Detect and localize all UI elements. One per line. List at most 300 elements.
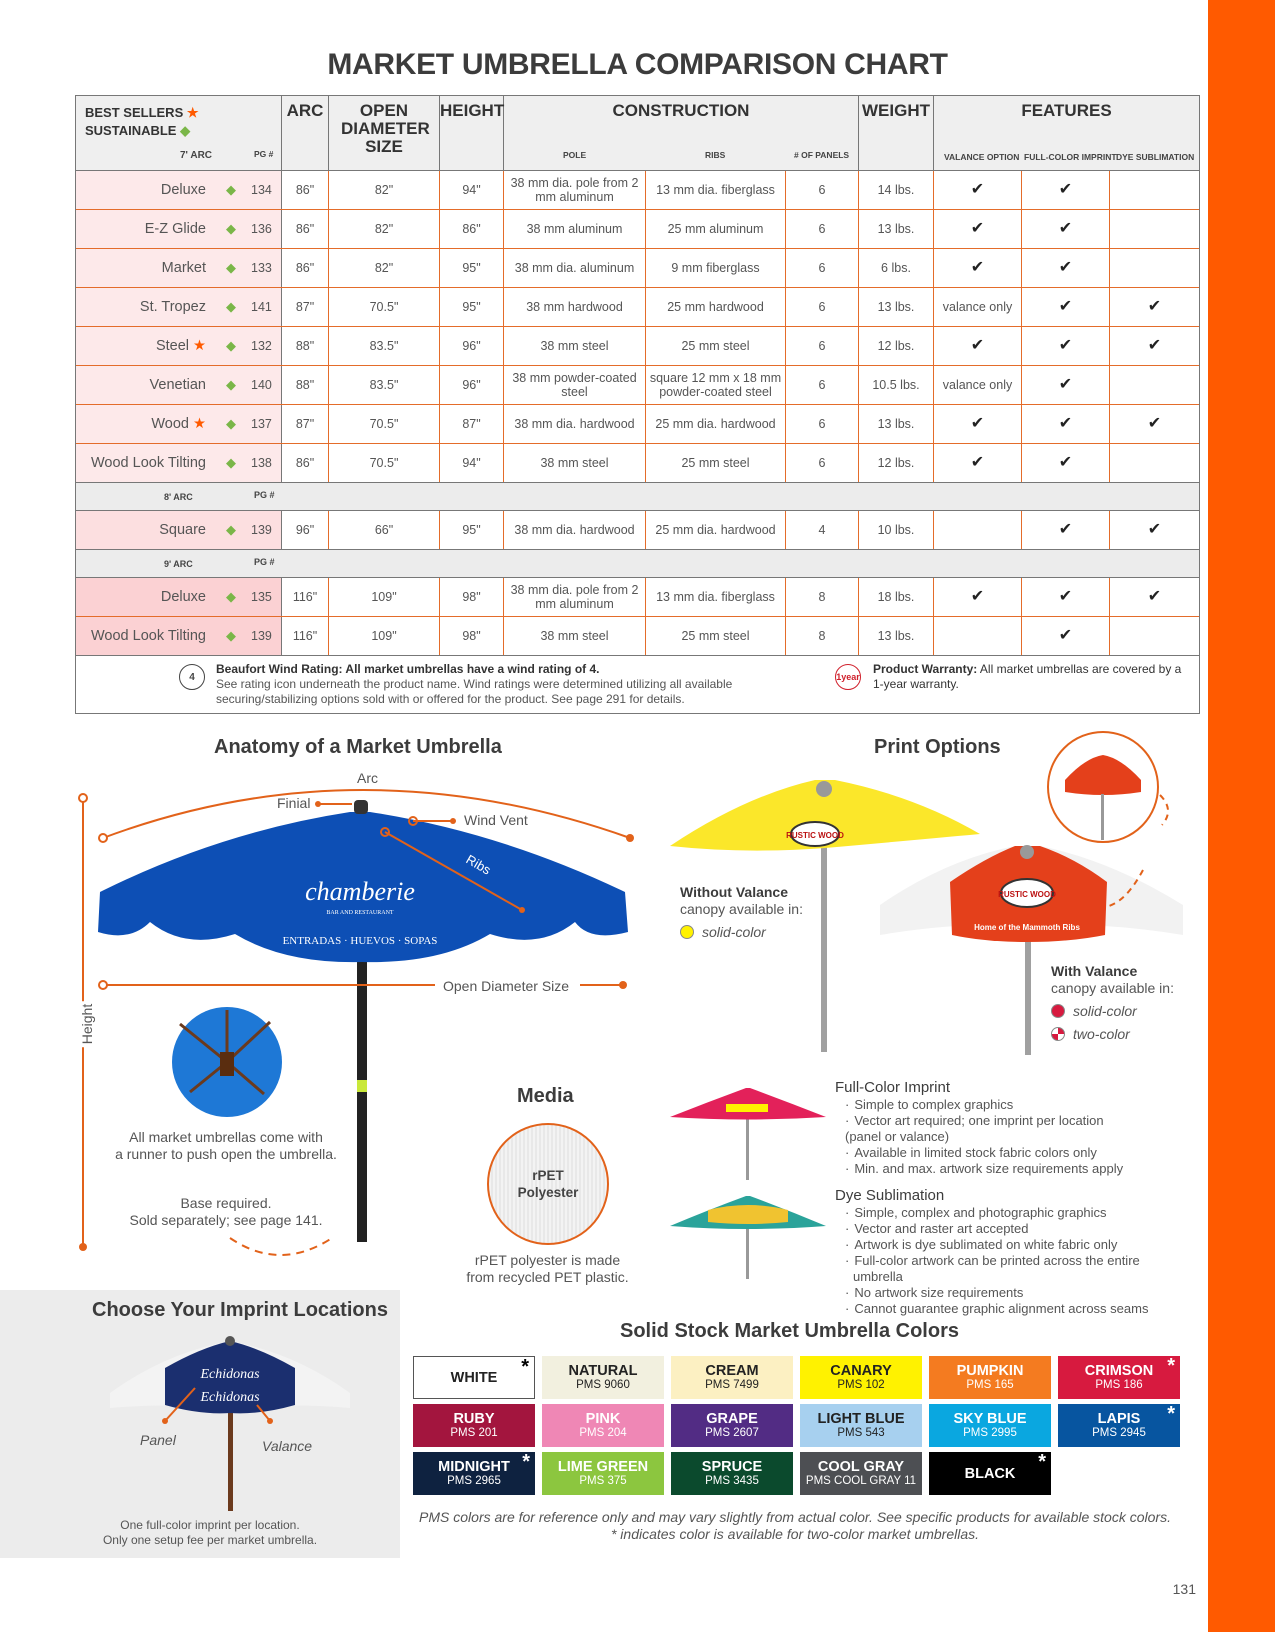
base-note — [106, 1195, 346, 1229]
color-pms: PMS 204 — [579, 1427, 627, 1439]
color-name: GRAPE — [706, 1411, 758, 1427]
cell-ribs: 25 mm dia. hardwood — [646, 405, 786, 443]
height-header-text: HEIGHT — [440, 101, 505, 120]
color-swatch — [542, 1356, 664, 1399]
red-umbrella-finial — [1020, 845, 1034, 859]
cell-pole: 38 mm aluminum — [504, 210, 646, 248]
page-ref: 132 — [251, 339, 272, 353]
section-pg-label: PG # — [254, 557, 275, 567]
bullet-item: · Simple to complex graphics — [835, 1097, 1185, 1113]
media-note-line-2: from recycled PET plastic. — [466, 1269, 629, 1285]
color-swatch — [800, 1356, 922, 1399]
cell-height: 94" — [440, 171, 504, 209]
anatomy-title: Anatomy of a Market Umbrella — [214, 736, 502, 758]
cell-full: ✔ — [1022, 405, 1110, 443]
cell-ribs: 25 mm steel — [646, 327, 786, 365]
features-header — [934, 96, 1199, 170]
base-dashed-curve — [230, 1238, 332, 1255]
star-icon: ★ — [186, 105, 199, 120]
page-ref: 138 — [251, 456, 272, 470]
product-name-text: Deluxe — [160, 182, 206, 198]
color-swatch — [671, 1452, 793, 1495]
table-row — [76, 444, 1199, 483]
imprint-note-line-2: Only one setup fee per market umbrella. — [102, 1533, 318, 1547]
dye-sublimation-list — [835, 1205, 1185, 1317]
two-color-dot-icon — [1051, 1027, 1065, 1041]
cell-ribs: 9 mm fiberglass — [646, 249, 786, 287]
color-swatch — [929, 1404, 1051, 1447]
color-name: RUBY — [453, 1411, 495, 1427]
color-pms: PMS 165 — [966, 1379, 1014, 1391]
rpet-circle-line-1: rPET — [532, 1168, 564, 1183]
cell-panels: 8 — [786, 578, 859, 616]
cell-dia: 66" — [329, 511, 440, 549]
weight-header — [859, 96, 934, 170]
color-swatch — [671, 1404, 793, 1447]
table-row — [76, 249, 1199, 288]
product-name-text: Square — [159, 522, 206, 538]
rpet-circle-line-2: Polyester — [517, 1185, 579, 1200]
cell-height: 96" — [440, 366, 504, 404]
cell-valance: ✔ — [934, 210, 1022, 248]
without-valance-title: Without Valance — [680, 884, 789, 900]
cell-panels: 6 — [786, 210, 859, 248]
cell-arc: 116" — [282, 617, 329, 655]
dye-sublimation-block — [835, 1188, 1185, 1317]
page-title: MARKET UMBRELLA COMPARISON CHART — [327, 48, 948, 81]
color-pms: PMS 2945 — [1092, 1427, 1146, 1439]
color-pms: PMS 201 — [450, 1427, 498, 1439]
color-pms: PMS 543 — [837, 1427, 885, 1439]
imprint-umbrella-logo-2: Echidonas — [200, 1390, 260, 1405]
cell-height: 96" — [440, 327, 504, 365]
cell-valance: ✔ — [934, 327, 1022, 365]
table-row — [76, 171, 1199, 210]
color-name: BLACK — [964, 1465, 1016, 1482]
table-row — [76, 511, 1199, 550]
product-name-cell — [76, 366, 282, 404]
warranty-text — [873, 662, 1183, 692]
valance-label: Valance — [262, 1438, 313, 1454]
color-pms: PMS 3435 — [705, 1475, 759, 1487]
cell-weight: 6 lbs. — [859, 249, 934, 287]
imprint-note-line-1: One full-color imprint per location. — [120, 1518, 300, 1532]
cell-height: 98" — [440, 617, 504, 655]
table-row — [76, 288, 1199, 327]
cell-valance: valance only — [934, 366, 1022, 404]
page-ref: 140 — [251, 378, 272, 392]
bullet-item: · Min. and max. artwork size requirements apply — [835, 1161, 1185, 1177]
diamond-icon: ◆ — [180, 123, 191, 138]
cell-dia: 109" — [329, 617, 440, 655]
wind-rating-details: See rating icon underneath the product name. Wind ratings were determined utilizing all available securing/stabilizing options sold with or offered for the product. See page 291 for details. — [216, 677, 733, 706]
color-pms: PMS 2995 — [963, 1427, 1017, 1439]
cell-dia: 70.5" — [329, 288, 440, 326]
product-name-cell — [76, 171, 282, 209]
bullet-item: · Vector art required; one imprint per location — [835, 1113, 1185, 1129]
bullet-item: (panel or valance) — [845, 1129, 950, 1144]
cell-weight: 13 lbs. — [859, 405, 934, 443]
page-number: 131 — [1172, 1581, 1196, 1597]
cell-pole: 38 mm powder-coated steel — [504, 366, 646, 404]
cell-arc: 86" — [282, 210, 329, 248]
cell-full: ✔ — [1022, 444, 1110, 482]
cell-arc: 88" — [282, 327, 329, 365]
with-valance-title: With Valance — [1051, 963, 1138, 979]
yellow-umbrella-finial — [816, 781, 832, 797]
product-name — [161, 183, 206, 197]
colors-title: Solid Stock Market Umbrella Colors — [620, 1320, 959, 1342]
table-row — [76, 578, 1199, 617]
product-name-text: Market — [161, 260, 206, 276]
sustainable-legend — [85, 123, 190, 139]
imprint-umbrella-logo-1: Echidonas — [200, 1367, 260, 1382]
cell-pole: 38 mm dia. hardwood — [504, 405, 646, 443]
arc-end-dot — [626, 834, 634, 842]
cell-dia: 82" — [329, 210, 440, 248]
cell-dye: ✔ — [1147, 415, 1162, 432]
color-name: CRIMSON — [1084, 1363, 1154, 1379]
cell-dia: 83.5" — [329, 366, 440, 404]
canopy-brand: chamberie — [305, 877, 415, 906]
color-name: COOL GRAY — [817, 1459, 905, 1475]
cell-dye: ✔ — [1147, 521, 1162, 538]
with-valance-block — [1051, 963, 1174, 1043]
ribs-label: Ribs — [463, 851, 494, 878]
solid-color-red-option — [1051, 1003, 1174, 1020]
cell-weight: 12 lbs. — [859, 444, 934, 482]
cell-dye — [1110, 249, 1199, 287]
cell-height: 86" — [440, 210, 504, 248]
cell-panels: 6 — [786, 444, 859, 482]
best-seller-star-icon: ★ — [193, 416, 206, 432]
canopy-brand-sub: BAR AND RESTAURANT — [326, 910, 394, 916]
bullet-item: · Cannot guarantee graphic alignment across seams — [835, 1301, 1185, 1317]
pms-note-line-1: PMS colors are for reference only and may vary slightly from actual color. See specific products for available stock colors. — [419, 1509, 1171, 1525]
closeup-hub — [220, 1052, 234, 1076]
yellow-dot-icon — [680, 925, 694, 939]
cell-dye — [1110, 444, 1199, 482]
page-ref: 139 — [251, 629, 272, 643]
color-swatch — [800, 1452, 922, 1495]
cell-arc: 87" — [282, 288, 329, 326]
pole-runner — [357, 1080, 367, 1092]
diameter-start-dot — [99, 981, 107, 989]
valance-closeup-pole — [1101, 794, 1104, 840]
color-name: CANARY — [830, 1363, 892, 1379]
product-name-text: Wood Look Tilting — [91, 628, 206, 644]
media-title: Media — [517, 1085, 574, 1107]
color-name: SKY BLUE — [953, 1411, 1027, 1427]
full-color-imprint-title: Full-Color Imprint — [835, 1079, 951, 1096]
cell-dye — [1110, 171, 1199, 209]
color-swatch — [413, 1404, 535, 1447]
cell-arc: 86" — [282, 171, 329, 209]
wind-rating-label: Beaufort Wind Rating: — [216, 662, 343, 676]
table-footer — [76, 656, 1199, 713]
color-swatch — [542, 1452, 664, 1495]
table-row — [76, 327, 1199, 366]
page-ref: 133 — [251, 261, 272, 275]
bullet-item: · Artwork is dye sublimated on white fabric only — [835, 1237, 1185, 1253]
legend-header — [76, 96, 282, 170]
color-name: SPRUCE — [701, 1459, 763, 1475]
section-pg-label: PG # — [254, 490, 275, 500]
cell-ribs: 13 mm dia. fiberglass — [646, 578, 786, 616]
best-seller-star-icon: ★ — [193, 338, 206, 354]
cell-panels: 6 — [786, 288, 859, 326]
cell-ribs: 25 mm steel — [646, 444, 786, 482]
cell-weight: 13 lbs. — [859, 210, 934, 248]
runner-note-line-1: All market umbrellas come with — [129, 1129, 323, 1145]
cell-arc: 88" — [282, 366, 329, 404]
cell-weight: 14 lbs. — [859, 171, 934, 209]
rustic-wood-logo-2-text: RUSTIC WOOD — [998, 890, 1056, 899]
cell-height: 94" — [440, 444, 504, 482]
cell-dia: 109" — [329, 578, 440, 616]
page-ref: 134 — [251, 183, 272, 197]
product-name-cell — [76, 405, 282, 443]
cell-panels: 6 — [786, 171, 859, 209]
color-swatch — [1058, 1356, 1180, 1399]
page-ref: 136 — [251, 222, 272, 236]
cell-pole: 38 mm steel — [504, 617, 646, 655]
arc-label: Arc — [354, 770, 381, 786]
color-pms: PMS COOL GRAY 11 — [805, 1475, 917, 1487]
cell-full: ✔ — [1022, 288, 1110, 326]
warranty-label: Product Warranty: — [873, 662, 978, 676]
wind-rating-icon: 4 — [179, 664, 205, 690]
arc-start-dot — [99, 834, 107, 842]
dye-sub-umbrella-pole — [746, 1227, 749, 1279]
height-label: Height — [79, 1001, 95, 1047]
full-color-imprint-block — [835, 1080, 1185, 1177]
color-name: MIDNIGHT — [438, 1459, 510, 1475]
solid-color-label-1: solid-color — [702, 924, 766, 940]
cell-dia: 82" — [329, 171, 440, 209]
cell-ribs: 25 mm hardwood — [646, 288, 786, 326]
rustic-wood-logo-1-text: RUSTIC WOOD — [786, 831, 844, 840]
pole-subheader: POLE — [563, 150, 587, 160]
table-row — [76, 210, 1199, 249]
color-pms: PMS 9060 — [576, 1379, 630, 1391]
diameter-header — [329, 96, 440, 170]
height-top-dot — [79, 794, 87, 802]
cell-dye: ✔ — [1147, 298, 1162, 315]
imprint-locations-title: Choose Your Imprint Locations — [92, 1299, 388, 1321]
bullet-item: · Simple, complex and photographic graphics — [835, 1205, 1185, 1221]
best-sellers-legend — [85, 105, 199, 121]
construction-header — [504, 96, 859, 170]
product-name — [161, 590, 206, 604]
sustainable-diamond-icon: ◆ — [226, 628, 236, 643]
color-swatch — [413, 1356, 535, 1399]
arc-7-label: 7' ARC — [180, 150, 213, 161]
cell-full: ✔ — [1022, 171, 1110, 209]
cell-weight: 12 lbs. — [859, 327, 934, 365]
cell-ribs: 13 mm dia. fiberglass — [646, 171, 786, 209]
media-note — [440, 1252, 655, 1286]
section-header — [76, 483, 1199, 511]
red-dot-icon — [1051, 1004, 1065, 1018]
cell-arc: 86" — [282, 249, 329, 287]
features-header-text: FEATURES — [1021, 101, 1112, 120]
product-name — [151, 417, 206, 431]
valance-subheader: VALANCE OPTION — [944, 152, 1020, 162]
section-arc-label: 9' ARC — [164, 559, 193, 569]
panel-dot — [162, 1418, 168, 1424]
color-swatch — [929, 1452, 1051, 1495]
wind-rating-text — [216, 662, 736, 707]
full-color-umbrella-pole — [746, 1118, 749, 1180]
page-ref: 141 — [251, 300, 272, 314]
two-color-asterisk-icon: * — [1167, 1355, 1175, 1377]
open-diameter-label: Open Diameter Size — [443, 978, 570, 994]
cell-valance: ✔ — [934, 405, 1022, 443]
base-note-line-1: Base required. — [180, 1195, 272, 1211]
dye-sub-pattern — [708, 1205, 788, 1224]
section-arc-label: 8' ARC — [164, 492, 193, 502]
product-name-cell — [76, 444, 282, 482]
full-color-imprint-list — [835, 1097, 1185, 1177]
cell-weight: 13 lbs. — [859, 288, 934, 326]
page-ref: 137 — [251, 417, 272, 431]
product-name-cell — [76, 249, 282, 287]
color-swatch — [542, 1404, 664, 1447]
cell-dye: ✔ — [1147, 337, 1162, 354]
solid-color-yellow-option — [680, 924, 803, 941]
imprint-type-umbrellas — [668, 1080, 828, 1280]
color-name: LAPIS — [1097, 1411, 1141, 1427]
cell-panels: 6 — [786, 405, 859, 443]
product-name-text: Deluxe — [160, 589, 206, 605]
cell-dia: 82" — [329, 249, 440, 287]
ribs-end-dot — [519, 907, 525, 913]
color-swatch — [800, 1404, 922, 1447]
table-body — [76, 171, 1199, 656]
cell-ribs: 25 mm aluminum — [646, 210, 786, 248]
cell-full: ✔ — [1022, 210, 1110, 248]
product-name — [156, 339, 206, 353]
color-swatch — [413, 1452, 535, 1495]
cell-full: ✔ — [1022, 617, 1110, 655]
cell-height: 98" — [440, 578, 504, 616]
imprint-locations-panel — [0, 1290, 400, 1558]
product-name — [91, 456, 206, 470]
color-swatches — [413, 1356, 1183, 1495]
cell-ribs: 25 mm steel — [646, 617, 786, 655]
product-name-cell — [76, 617, 282, 655]
product-name — [91, 629, 206, 643]
product-name — [159, 523, 206, 537]
sustainable-diamond-icon: ◆ — [226, 260, 236, 275]
media-note-line-1: rPET polyester is made — [474, 1252, 621, 1268]
sustainable-diamond-icon: ◆ — [226, 522, 236, 537]
canopy-menu-text: ENTRADAS · HUEVOS · SOPAS — [282, 935, 438, 947]
cell-arc: 96" — [282, 511, 329, 549]
product-name — [140, 300, 206, 314]
cell-valance: ✔ — [934, 249, 1022, 287]
product-name — [150, 378, 206, 392]
cell-full: ✔ — [1022, 366, 1110, 404]
cell-height: 95" — [440, 249, 504, 287]
product-name-cell — [76, 578, 282, 616]
bullet-item: · No artwork size requirements — [835, 1285, 1185, 1301]
cell-weight: 10 lbs. — [859, 511, 934, 549]
ribs-subheader: RIBS — [705, 150, 726, 160]
cell-dye — [1110, 210, 1199, 248]
cell-dia: 70.5" — [329, 444, 440, 482]
comparison-table — [75, 95, 1200, 714]
two-color-asterisk-icon: * — [1038, 1451, 1046, 1473]
cell-weight: 13 lbs. — [859, 617, 934, 655]
cell-dye: ✔ — [1147, 588, 1162, 605]
pg-label: PG # — [254, 149, 274, 159]
cell-panels: 6 — [786, 366, 859, 404]
full-color-subheader: FULL-COLOR IMPRINT — [1024, 152, 1117, 162]
sustainable-label: SUSTAINABLE — [85, 123, 177, 138]
pms-note — [390, 1509, 1200, 1543]
cell-ribs: 25 mm dia. hardwood — [646, 511, 786, 549]
color-pms: PMS 186 — [1095, 1379, 1143, 1391]
two-color-asterisk-icon: * — [1167, 1403, 1175, 1425]
full-color-imprint-mark — [726, 1104, 768, 1112]
cell-pole: 38 mm dia. aluminum — [504, 249, 646, 287]
construction-header-text: CONSTRUCTION — [612, 101, 750, 120]
cell-full: ✔ — [1022, 578, 1110, 616]
color-name: PINK — [585, 1411, 621, 1427]
cell-valance: ✔ — [934, 444, 1022, 482]
cell-pole: 38 mm dia. hardwood — [504, 511, 646, 549]
print-options-title: Print Options — [874, 736, 1001, 758]
umbrella-pole — [357, 952, 367, 1242]
rpet-fabric-circle — [487, 1123, 609, 1245]
cell-pole: 38 mm hardwood — [504, 288, 646, 326]
product-name — [162, 261, 206, 275]
sustainable-diamond-icon: ◆ — [226, 338, 236, 353]
panels-subheader: # OF PANELS — [794, 150, 850, 160]
cell-panels: 4 — [786, 511, 859, 549]
runner-note — [106, 1129, 346, 1163]
cell-dye — [1110, 617, 1199, 655]
product-name-text: Venetian — [149, 377, 206, 393]
product-name-text: St. Tropez — [139, 299, 206, 315]
cell-arc: 86" — [282, 444, 329, 482]
table-header — [76, 96, 1199, 171]
product-name-text: E-Z Glide — [144, 221, 206, 237]
bullet-item: · Full-color artwork can be printed across the entire umbrella — [835, 1253, 1185, 1285]
weight-header-text: WEIGHT — [862, 101, 930, 120]
sustainable-diamond-icon: ◆ — [226, 377, 236, 392]
cell-valance: valance only — [934, 288, 1022, 326]
sustainable-diamond-icon: ◆ — [226, 589, 236, 604]
table-row — [76, 405, 1199, 444]
warranty-details: All market umbrellas are covered by a 1-year warranty. — [873, 662, 1182, 691]
runner-note-line-2: a runner to push open the umbrella. — [115, 1146, 337, 1162]
two-color-asterisk-icon: * — [522, 1451, 530, 1473]
cell-panels: 6 — [786, 249, 859, 287]
two-color-option — [1051, 1026, 1174, 1043]
color-swatch — [671, 1356, 793, 1399]
wind-vent-label: Wind Vent — [464, 812, 528, 828]
cell-panels: 6 — [786, 327, 859, 365]
sustainable-diamond-icon: ◆ — [226, 455, 236, 470]
color-grid — [413, 1356, 1183, 1495]
table-row — [76, 366, 1199, 405]
color-swatch — [1058, 1404, 1180, 1447]
cell-pole: 38 mm dia. pole from 2 mm aluminum — [504, 171, 646, 209]
product-name-cell — [76, 210, 282, 248]
